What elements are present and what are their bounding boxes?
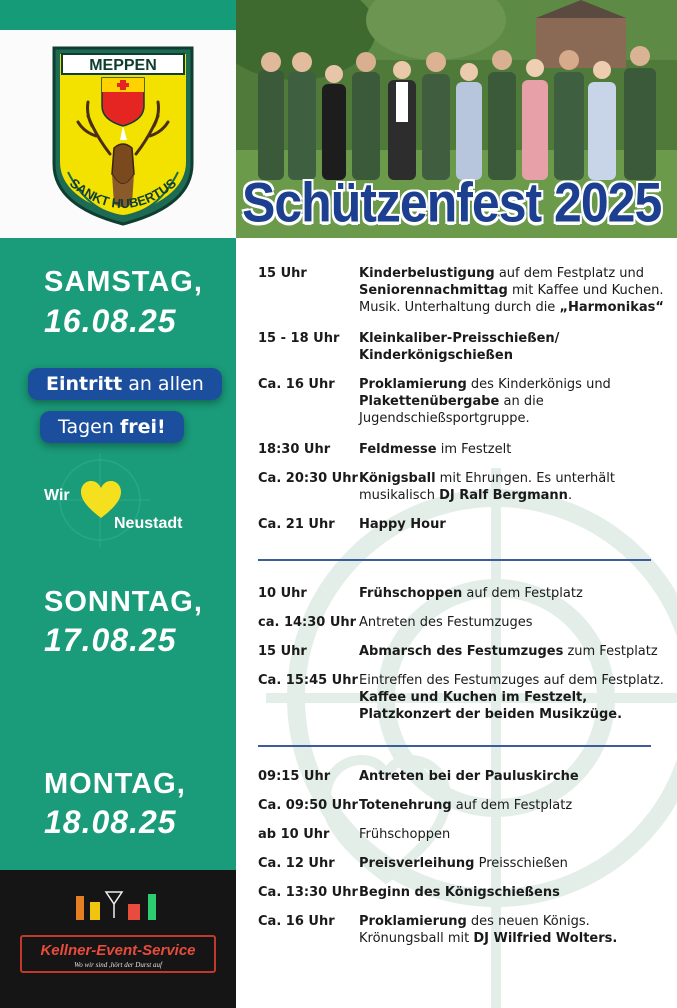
day-date-saturday: 16.08.25: [44, 303, 177, 339]
top-green-strip: [0, 0, 236, 30]
description-text: Frühschoppen: [359, 827, 451, 842]
sponsor-slogan: Wo wir sind ,hört der Durst auf: [74, 961, 162, 969]
description-text: mit Kaffee und Kuchen. Musik. Unterhaltung durch die: [359, 283, 664, 315]
description-bold: Kaffee und Kuchen im Festzelt, Platzkonzert der beiden Musikzüge.: [359, 690, 623, 722]
schedule-description: [359, 614, 667, 631]
heart-icon: [80, 480, 122, 520]
schedule-description: [359, 797, 667, 814]
schedule-time: 18:30 Uhr: [258, 442, 331, 457]
description-bold: Preisverleihung: [359, 856, 475, 871]
description-bold: Plakettenübergabe: [359, 394, 500, 409]
divider-2: [258, 745, 651, 747]
divider-1: [258, 559, 651, 561]
schedule-time: Ca. 16 Uhr: [258, 377, 335, 392]
schedule-description: [359, 768, 667, 785]
schedule-time: Ca. 12 Uhr: [258, 856, 335, 871]
description-bold: Kleinkaliber-Preisschießen/ Kinderkönigschießen: [359, 331, 560, 363]
description-text: auf dem Festplatz und: [494, 266, 645, 281]
logo-top-text: MEPPEN: [89, 57, 157, 74]
schedule-time: 10 Uhr: [258, 586, 307, 601]
schedule-time: 15 Uhr: [258, 266, 307, 281]
description-bold: Antreten bei der Pauluskirche: [359, 769, 579, 784]
sponsor-name: Kellner-Event-Service: [40, 942, 196, 959]
description-text: auf dem Festplatz: [451, 798, 573, 813]
neustadt-text: Neustadt: [114, 515, 183, 532]
description-text: .: [567, 488, 573, 503]
description-bold: Abmarsch des Festumzuges: [359, 644, 564, 659]
description-text: auf dem Festplatz: [462, 586, 583, 601]
schedule-time: Ca. 16 Uhr: [258, 914, 335, 929]
description-bold: Proklamierung: [359, 914, 467, 929]
description-bold: Königsball: [359, 471, 436, 486]
description-bold: Frühschoppen: [359, 586, 463, 601]
schedule-time: Ca. 13:30 Uhr: [258, 885, 358, 900]
admission-pill-line2: [40, 411, 184, 443]
schedule-description: [359, 913, 667, 947]
description-text: Eintreffen des Festumzuges auf dem Festplatz.: [359, 673, 664, 688]
admission-bold-2: frei!: [119, 416, 166, 438]
schedule-description: [359, 643, 667, 660]
description-bold: DJ Wilfried Wolters.: [473, 931, 618, 946]
event-headline: Schützenfest 2025: [242, 171, 662, 234]
description-bold: DJ Ralf Bergmann: [439, 488, 568, 503]
description-text: des Kinderkönigs und: [466, 377, 611, 392]
day-date-monday: 18.08.25: [44, 804, 177, 840]
description-text: mit Ehrungen. Es unterhält musikalisch: [359, 471, 615, 503]
club-logo: [48, 44, 198, 228]
admission-rest-1: an allen: [122, 373, 204, 395]
logo-bottom-text: SANKT HUBERTUS: [67, 175, 179, 212]
day-name-saturday: SAMSTAG,: [44, 266, 203, 298]
schedule-time: 09:15 Uhr: [258, 769, 331, 784]
day-name-sunday: SONNTAG,: [44, 586, 203, 618]
description-bold: Feldmesse: [359, 442, 437, 457]
schedule-time: Ca. 09:50 Uhr: [258, 798, 358, 813]
schedule-description: [359, 884, 667, 901]
description-bold: Kinderbelustigung: [359, 266, 495, 281]
schedule-description: [359, 376, 667, 427]
schedule-time: Ca. 21 Uhr: [258, 517, 335, 532]
schedule-description: [359, 855, 667, 872]
schedule-time: Ca. 15:45 Uhr: [258, 673, 358, 688]
description-bold: Happy Hour: [359, 517, 446, 532]
schedule-time: Ca. 20:30 Uhr: [258, 471, 358, 486]
schedule-description: [359, 585, 667, 602]
schedule-time: ca. 14:30 Uhr: [258, 615, 357, 630]
schedule-time: ab 10 Uhr: [258, 827, 330, 842]
description-text: im Festzelt: [436, 442, 512, 457]
day-date-sunday: 17.08.25: [44, 622, 177, 658]
description-bold: Totenehrung: [359, 798, 452, 813]
schedule-description: [359, 516, 667, 533]
schedule-panel: [236, 238, 677, 1008]
schedule-time: 15 - 18 Uhr: [258, 331, 340, 346]
wir-text: Wir: [44, 487, 70, 504]
admission-pill-line1: [28, 368, 222, 400]
schedule-description: [359, 265, 667, 316]
schedule-description: [359, 441, 667, 458]
admission-rest-2: Tagen: [58, 416, 120, 438]
drinks-icon: [70, 888, 170, 924]
description-text: zum Festplatz: [563, 644, 658, 659]
schedule-description: [359, 826, 667, 843]
description-bold: Proklamierung: [359, 377, 467, 392]
schedule-description: [359, 470, 667, 504]
admission-bold-1: Eintritt: [46, 373, 123, 395]
description-text: an die Jugendschießsportgruppe.: [359, 394, 544, 426]
description-text: Antreten des Festumzuges: [359, 615, 533, 630]
schedule-description: [359, 330, 667, 364]
schedule-time: 15 Uhr: [258, 644, 307, 659]
day-name-monday: MONTAG,: [44, 768, 186, 800]
description-bold: „Harmonikas“: [559, 300, 664, 315]
description-text: des neuen Königs. Krönungsball mit: [359, 914, 590, 946]
description-text: Preisschießen: [474, 856, 568, 871]
schedule-description: [359, 672, 667, 723]
description-bold: Beginn des Königschießens: [359, 885, 560, 900]
description-bold: Seniorennachmittag: [359, 283, 508, 298]
